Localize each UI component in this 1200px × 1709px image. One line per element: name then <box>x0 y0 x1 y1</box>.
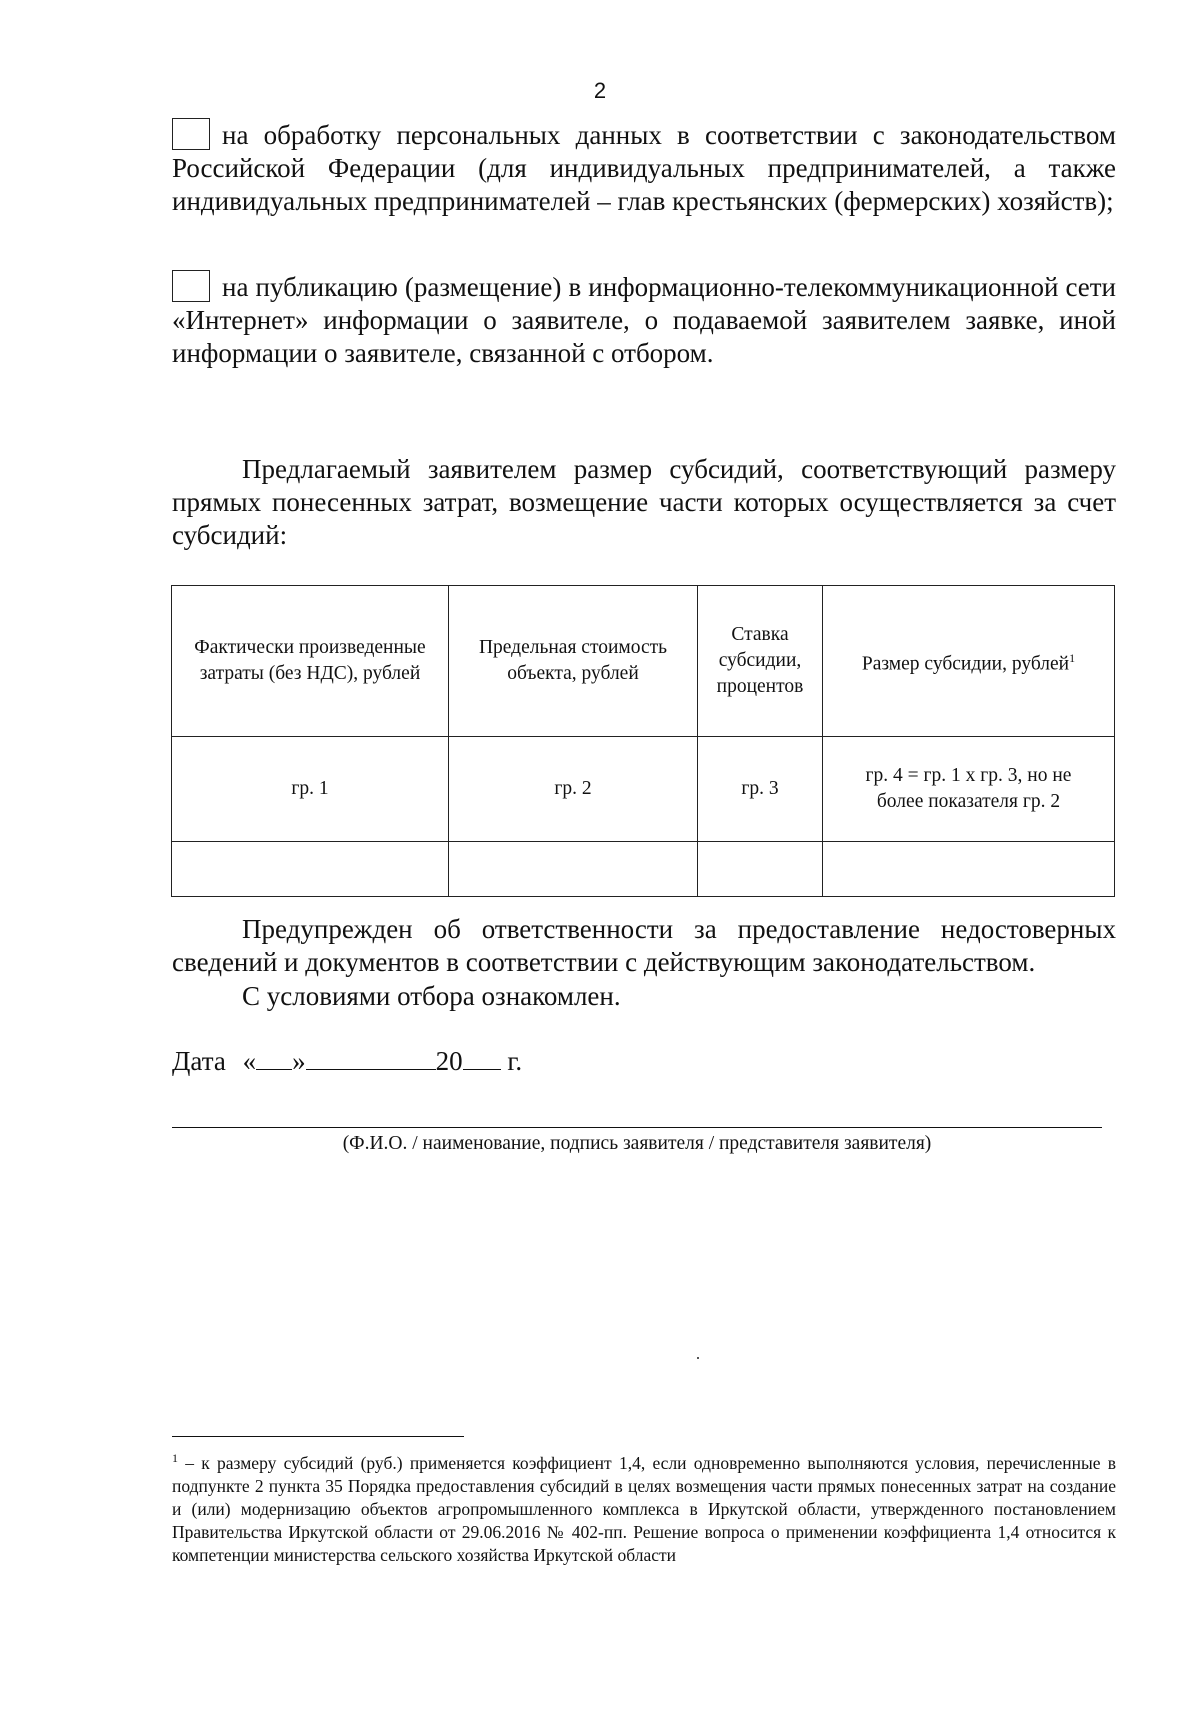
date-label: Дата <box>172 1046 226 1076</box>
date-year-suffix: г. <box>507 1046 523 1076</box>
consent-personal-data <box>172 118 1116 218</box>
date-line <box>172 1043 522 1078</box>
consent-publication-label: на публикацию (размещение) в информационно-телекоммуникационной сети «Интернет» информации о заявителе, о подаваемой заявителем заявке, иной информации о заявителе, связанной с отбором. <box>172 272 1116 368</box>
consent-personal-data-label: на обработку персональных данных в соответствии с законодательством Российской Федерации (для индивидуальных предпринимателей, а также индивидуальных предпринимателей – глав крестьянских (фермерских) хозяйств); <box>172 120 1116 216</box>
table-row <box>172 842 1115 897</box>
date-month-blank[interactable] <box>306 1043 436 1070</box>
footnote-mark: 1 <box>172 1451 178 1465</box>
header-max-cost: Предельная стоимость объекта, рублей <box>449 586 698 737</box>
input-actual-costs[interactable] <box>172 842 449 897</box>
column-ref-3: гр. 3 <box>698 737 823 842</box>
signature-line[interactable] <box>172 1127 1102 1128</box>
header-actual-costs: Фактически произведенные затраты (без НДС), рублей <box>172 586 449 737</box>
table-header-row <box>172 586 1115 737</box>
intro-paragraph: Предлагаемый заявителем размер субсидий, соответствующий размеру прямых понесенных затрат, возмещение части которых осуществляется за счет субсидий: <box>172 454 1116 550</box>
header-subsidy-amount-text: Размер субсидии, рублей <box>861 653 1070 675</box>
date-open-quote: « <box>242 1046 257 1076</box>
input-max-cost[interactable] <box>449 842 698 897</box>
footnote <box>172 1447 1116 1567</box>
subsidy-table <box>171 585 1115 897</box>
date-close-quote: » <box>292 1046 306 1076</box>
page-number: 2 <box>593 78 607 103</box>
date-year-prefix: 20 <box>435 1046 463 1076</box>
footnote-divider <box>172 1436 464 1437</box>
header-subsidy-amount <box>823 586 1115 737</box>
input-subsidy-amount[interactable] <box>823 842 1115 897</box>
input-subsidy-rate[interactable] <box>698 842 823 897</box>
date-year-blank[interactable] <box>463 1043 501 1070</box>
scan-speck <box>697 1357 699 1359</box>
header-footnote-mark: 1 <box>1069 650 1076 665</box>
footnote-text: – к размеру субсидий (руб.) применяется коэффициент 1,4, если одновременно выполняются условия, перечисленные в подпункте 2 пункта 35 Порядка предоставления субсидий в целях возмещения части прямых понесенных затрат на создание и (или) модернизацию объектов агропромышленного комплекса в Иркутской области, утвержденного постановлением Правительства Иркутской области от 29.06.2016 № 402-пп. Решение вопроса о применении коэффициента 1,4 относится к компетенции министерства сельского хозяйства Иркутской области <box>172 1452 1117 1565</box>
column-ref-1: гр. 1 <box>172 737 449 842</box>
consent-publication-checkbox[interactable] <box>172 270 210 302</box>
column-ref-4: гр. 4 = гр. 1 х гр. 3, но не более показателя гр. 2 <box>823 737 1115 842</box>
consent-publication <box>172 270 1116 370</box>
date-day-blank[interactable] <box>256 1043 292 1070</box>
signature-caption: (Ф.И.О. / наименование, подпись заявителя / представителя заявителя) <box>342 1133 932 1154</box>
acknowledged-text: С условиями отбора ознакомлен. <box>242 981 621 1011</box>
table-row <box>172 737 1115 842</box>
consent-personal-data-checkbox[interactable] <box>172 118 210 150</box>
warning-text: Предупрежден об ответственности за предоставление недостоверных сведений и документов в соответствии с действующим законодательством. <box>172 914 1116 977</box>
column-ref-2: гр. 2 <box>449 737 698 842</box>
header-subsidy-rate: Ставка субсидии, процентов <box>698 586 823 737</box>
